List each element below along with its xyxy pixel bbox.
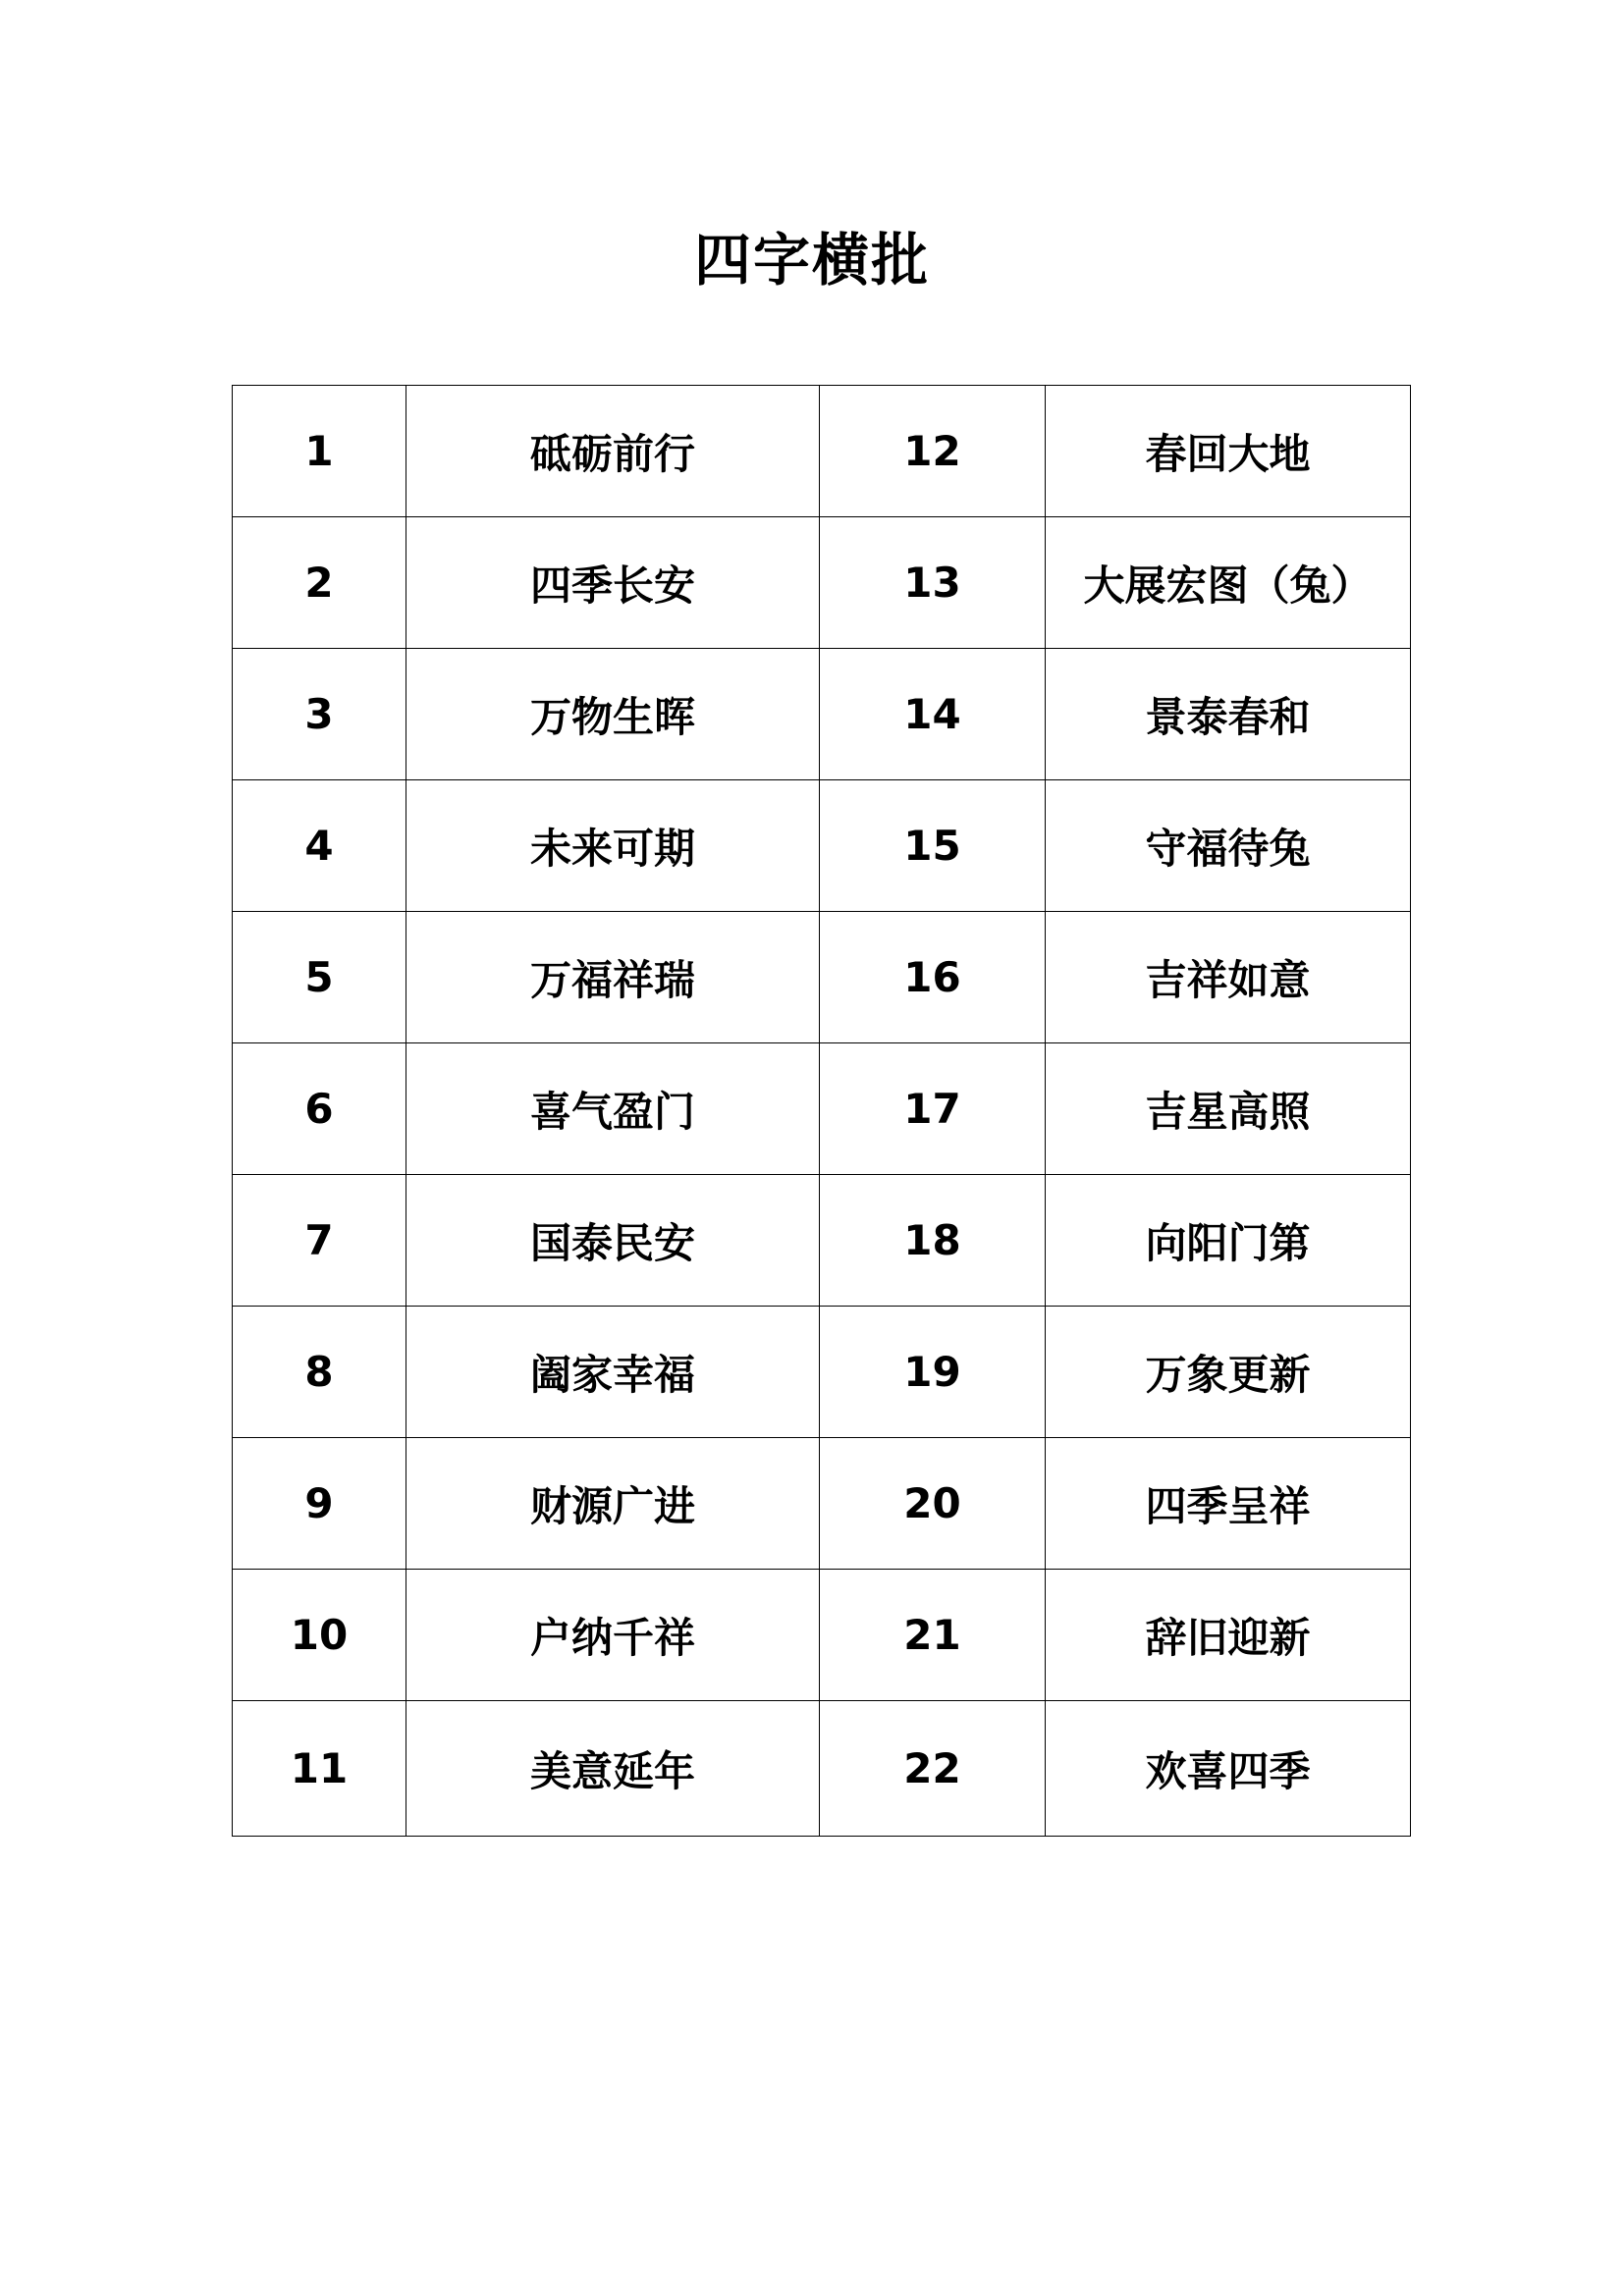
- entry-text: 吉星高照: [1046, 1043, 1411, 1175]
- entry-number: 3: [233, 649, 406, 780]
- entry-number: 1: [233, 386, 406, 517]
- entry-text: 万福祥瑞: [406, 912, 820, 1043]
- entry-text: 守福待兔: [1046, 780, 1411, 912]
- entry-text: 向阳门第: [1046, 1175, 1411, 1307]
- entry-number: 15: [820, 780, 1046, 912]
- table-row: [233, 1701, 1411, 1837]
- entry-text: 春回大地: [1046, 386, 1411, 517]
- entry-number: 20: [820, 1438, 1046, 1570]
- page-title: 四字横批: [693, 227, 930, 294]
- table-row: [233, 386, 1411, 517]
- entry-text: 未来可期: [406, 780, 820, 912]
- entry-text: 阖家幸福: [406, 1307, 820, 1438]
- table-row: [233, 1307, 1411, 1438]
- entry-number: 18: [820, 1175, 1046, 1307]
- table-row: [233, 780, 1411, 912]
- table-row: [233, 649, 1411, 780]
- entry-text: 辞旧迎新: [1046, 1570, 1411, 1701]
- entry-number: 9: [233, 1438, 406, 1570]
- entry-text: 四季呈祥: [1046, 1438, 1411, 1570]
- table-row: [233, 517, 1411, 649]
- entry-text: 砥砺前行: [406, 386, 820, 517]
- entry-number: 12: [820, 386, 1046, 517]
- entry-number: 4: [233, 780, 406, 912]
- entry-text: 户纳千祥: [406, 1570, 820, 1701]
- entry-number: 2: [233, 517, 406, 649]
- table-row: [233, 912, 1411, 1043]
- table-row: [233, 1438, 1411, 1570]
- entry-number: 6: [233, 1043, 406, 1175]
- entry-text: 万象更新: [1046, 1307, 1411, 1438]
- entry-number: 8: [233, 1307, 406, 1438]
- entry-text: 国泰民安: [406, 1175, 820, 1307]
- entry-text: 景泰春和: [1046, 649, 1411, 780]
- entry-text: 喜气盈门: [406, 1043, 820, 1175]
- entry-text: 美意延年: [406, 1701, 820, 1837]
- entry-text: 大展宏图（兔）: [1046, 517, 1411, 649]
- entry-number: 21: [820, 1570, 1046, 1701]
- entry-text: 吉祥如意: [1046, 912, 1411, 1043]
- entry-number: 17: [820, 1043, 1046, 1175]
- entry-text: 欢喜四季: [1046, 1701, 1411, 1837]
- table-row: [233, 1570, 1411, 1701]
- entry-number: 14: [820, 649, 1046, 780]
- entry-number: 10: [233, 1570, 406, 1701]
- entry-text: 四季长安: [406, 517, 820, 649]
- entry-number: 19: [820, 1307, 1046, 1438]
- entry-number: 16: [820, 912, 1046, 1043]
- entry-text: 财源广进: [406, 1438, 820, 1570]
- table-row: [233, 1043, 1411, 1175]
- entry-number: 13: [820, 517, 1046, 649]
- couplet-table: [232, 385, 1411, 1837]
- entry-number: 5: [233, 912, 406, 1043]
- entry-number: 7: [233, 1175, 406, 1307]
- table-row: [233, 1175, 1411, 1307]
- entry-number: 22: [820, 1701, 1046, 1837]
- entry-text: 万物生晖: [406, 649, 820, 780]
- entry-number: 11: [233, 1701, 406, 1837]
